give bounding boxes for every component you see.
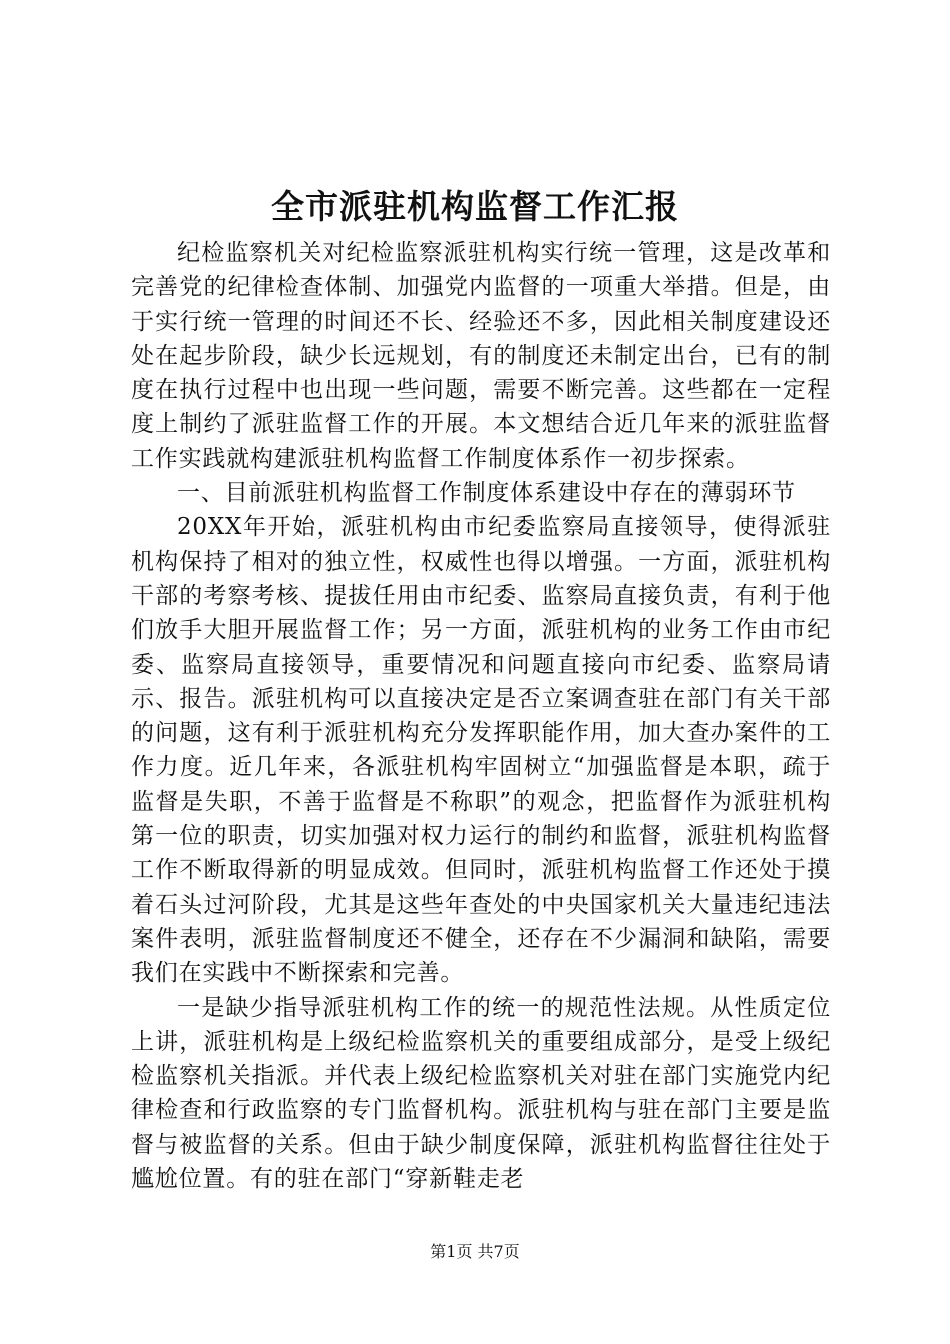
paragraph-point-one: 一是缺少指导派驻机构工作的统一的规范性法规。从性质定位上讲，派驻机构是上级纪检监察机关的重要组成部分，是受上级纪检监察机关指派。并代表上级纪检监察机关对驻在部门实施党内纪律检查和行政监察的专门监督机构。派驻机构与驻在部门主要是监督与被监督的关系。但由于缺少制度保障，派驻机构监督往往处于尴尬位置。有的驻在部门“穿新鞋走老 [131,994,831,1193]
document-title: 全市派驻机构监督工作汇报 [271,187,679,226]
page-footer: 第1页 共7页 [430,1242,520,1261]
paragraph-background: 20XX年开始，派驻机构由市纪委监察局直接领导，使得派驻机构保持了相对的独立性，权威性也得以增强。一方面，派驻机构干部的考察考核、提拔任用由市纪委、监察局直接负责，有利于他们放手大胆开展监督工作；另一方面，派驻机构的业务工作由市纪委、监察局直接领导，重要情况和问题直接向市纪委、监察局请示、报告。派驻机构可以直接决定是否立案调查驻在部门有关干部的问题，这有利于派驻机构充分发挥职能作用，加大查办案件的工作力度。近几年来，各派驻机构牢固树立“加强监督是本职，疏于监督是失职，不善于监督是不称职”的观念，把监督作为派驻机构第一位的职责，切实加强对权力运行的制约和监督，派驻机构监督工作不断取得新的明显成效。但同时，派驻机构监督工作还处于摸着石头过河阶段，尤其是这些年查处的中央国家机关大量违纪违法案件表明，派驻监督制度还不健全，还存在不少漏洞和缺陷，需要我们在实践中不断探索和完善。 [131,514,831,987]
section-heading: 一、目前派驻机构监督工作制度体系建设中存在的薄弱环节 [177,480,796,507]
document-body [131,236,831,1196]
paragraph-intro: 纪检监察机关对纪检监察派驻机构实行统一管理，这是改革和完善党的纪律检查体制、加强党内监督的一项重大举措。但是，由于实行统一管理的时间还不长、经验还不多，因此相关制度建设还处在起步阶段，缺少长远规划，有的制度还未制定出台，已有的制度在执行过程中也出现一些问题，需要不断完善。这些都在一定程度上制约了派驻监督工作的开展。本文想结合近几年来的派驻监督工作实践就构建派驻机构监督工作制度体系作一初步探索。 [131,240,831,472]
